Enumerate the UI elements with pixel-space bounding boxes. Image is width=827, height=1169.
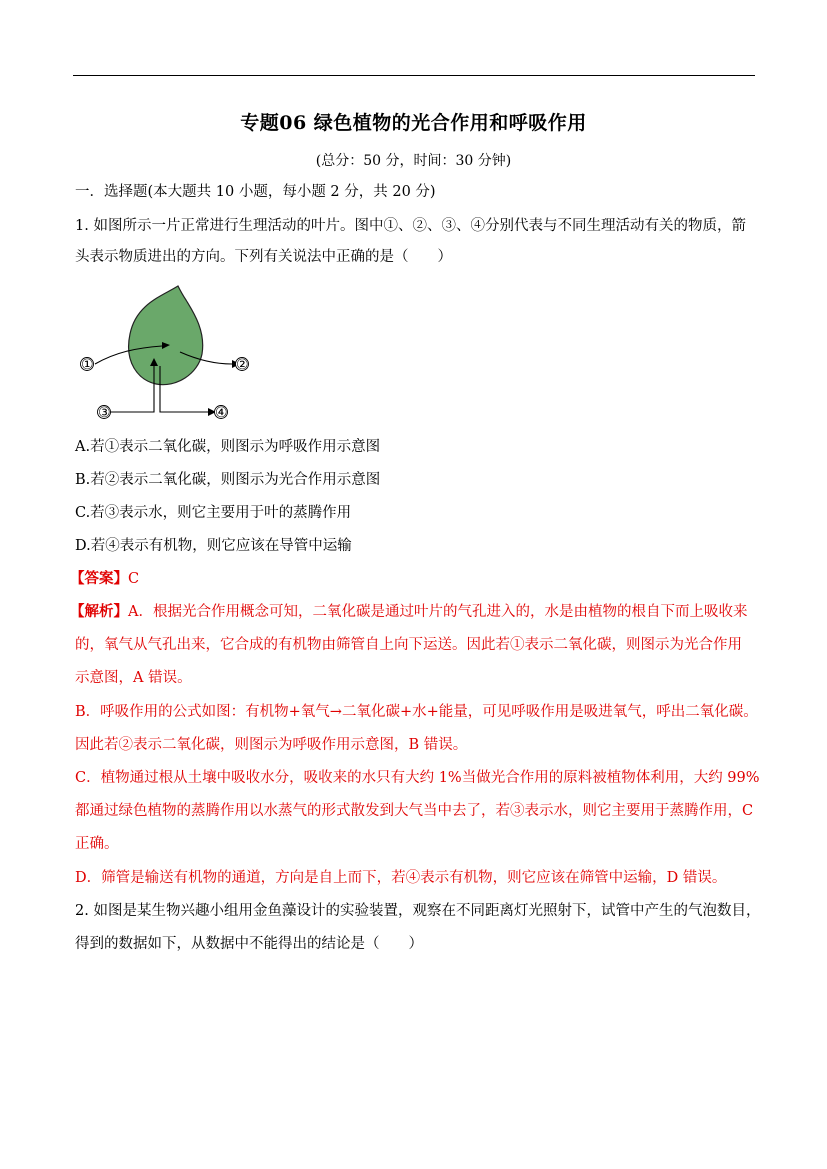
q1-analysis-line-7: 都通过绿色植物的蒸腾作用以水蒸气的形式散发到大气当中去了，若③表示水，则它主要用于蒸腾作用，C [75, 803, 754, 819]
label-1: ① [81, 357, 94, 373]
q1-analysis-line-5: 因此若②表示二氧化碳，则图示为呼吸作用示意图，B 错误。 [75, 737, 468, 753]
label-3: ③ [98, 405, 111, 421]
q1-analysis-line-4: B．呼吸作用的公式如图：有机物+氧气→二氧化碳+水+能量，可见呼吸作用是吸进氧气，呼出二氧化碳。 [75, 704, 758, 720]
q1-answer [70, 569, 139, 589]
answer-tag: 【答案】 [70, 570, 128, 587]
q1-option-b: B.若②表示二氧化碳，则图示为光合作用示意图 [75, 472, 381, 488]
page-subtitle: (总分：50 分，时间：30 分钟) [315, 153, 512, 169]
q1-option-a: A.若①表示二氧化碳，则图示为呼吸作用示意图 [75, 439, 381, 455]
header-rule [73, 75, 755, 76]
q1-analysis-line-3: 示意图，A 错误。 [75, 670, 192, 686]
q1-stem-line-2: 头表示物质进出的方向。下列有关说法中正确的是（ ） [75, 249, 452, 265]
label-4: ④ [215, 405, 228, 421]
q2-stem-line-2: 得到的数据如下，从数据中不能得出的结论是（ ） [75, 936, 423, 952]
leaf-diagram [74, 282, 274, 422]
q1-analysis-line-8: 正确。 [75, 836, 119, 852]
leaf-shape [129, 286, 203, 385]
section-heading: 一．选择题(本大题共 10 小题，每小题 2 分，共 20 分) [75, 184, 436, 200]
q1-analysis-line-9: D．筛管是输送有机物的通道，方向是自上而下，若④表示有机物，则它应该在筛管中运输，D 错误。 [75, 870, 727, 886]
page-title: 专题06 绿色植物的光合作用和呼吸作用 [240, 112, 587, 134]
analysis-tag: 【解析】 [70, 603, 128, 620]
q1-analysis-line-2: 的，氧气从气孔出来，它合成的有机物由筛管自上向下运送。因此若①表示二氧化碳，则图示为光合作用 [75, 637, 742, 653]
q1-option-d: D.若④表示有机物，则它应该在导管中运输 [75, 538, 352, 554]
q1-option-c: C.若③表示水，则它主要用于叶的蒸腾作用 [75, 505, 352, 521]
q1-analysis-line-1: 【解析】A．根据光合作用概念可知，二氧化碳是通过叶片的气孔进入的，水是由植物的根自下而上吸收来 [70, 603, 748, 620]
q1-analysis-line-6: C．植物通过根从土壤中吸收水分，吸收来的水只有大约 1%当做光合作用的原料被植物体利用，大约 99% [75, 770, 760, 786]
answer-value: C [128, 571, 140, 587]
q1-stem-line-1: 1. 如图所示一片正常进行生理活动的叶片。图中①、②、③、④分别代表与不同生理活动有关的物质，箭 [75, 218, 746, 234]
q2-stem-line-1: 2. 如图是某生物兴趣小组用金鱼藻设计的实验装置，观察在不同距离灯光照射下，试管中产生的气泡数目， [75, 903, 761, 919]
label-2: ② [236, 357, 249, 373]
